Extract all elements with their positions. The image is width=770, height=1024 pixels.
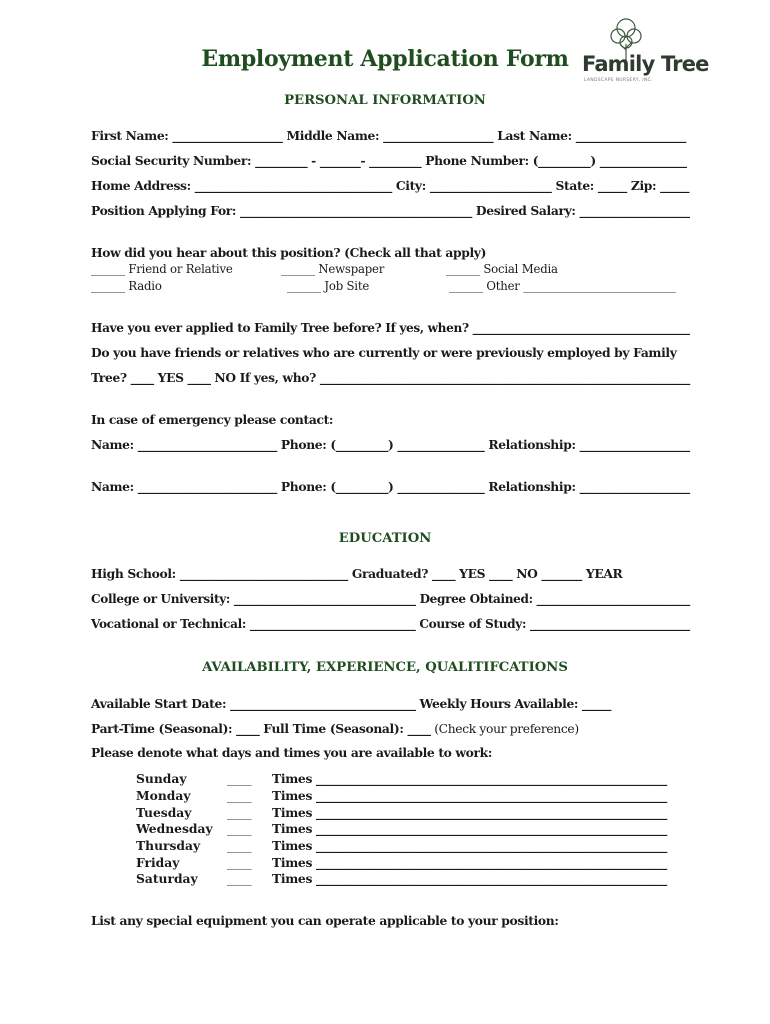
option-radio[interactable]: ______ Radio [91, 279, 162, 293]
section-heading-availability: AVAILABILITY, EXPERIENCE, QUALITIFCATIONS [202, 660, 568, 675]
name-fields[interactable]: First Name: ___________________ Middle Name: ___________________ Last Name: ___________________ [91, 128, 686, 143]
vocational-field[interactable]: Vocational or Technical: _____________________________ Course of Study: ____________________________ [91, 616, 690, 631]
day-check-friday[interactable]: ____ [227, 856, 252, 870]
section-heading-personal: PERSONAL INFORMATION [284, 93, 486, 108]
day-times-friday[interactable]: Times ____________________________________________________________ [272, 855, 667, 870]
address-fields[interactable]: Home Address: __________________________________ City: _____________________ State: _____ Zip: _____ [91, 178, 690, 193]
day-times-tuesday[interactable]: Times ____________________________________________________________ [272, 805, 667, 820]
college-field[interactable]: College or University: ________________________________ Degree Obtained: ___________________________ [91, 591, 690, 606]
emergency-contact-2[interactable]: Name: ________________________ Phone: (_________) _______________ Relationship: ___________________ [91, 479, 690, 494]
form-title: Employment Application Form [201, 46, 569, 72]
day-check-sunday[interactable]: ____ [227, 772, 252, 786]
option-job-site[interactable]: ______ Job Site [287, 279, 370, 293]
friends-question: Do you have friends or relatives who are currently or were previously employed by Family [91, 345, 677, 360]
day-check-saturday[interactable]: ____ [227, 872, 252, 886]
day-label-wednesday: Wednesday [136, 821, 213, 836]
option-other[interactable]: ______ Other ___________________________ [449, 279, 676, 293]
option-newspaper[interactable]: ______ Newspaper [281, 262, 385, 276]
day-times-thursday[interactable]: Times ____________________________________________________________ [272, 838, 667, 853]
high-school-field[interactable]: High School: _____________________________ Graduated? ____ YES ____ NO _______ YEAR [91, 566, 623, 581]
applied-before-field[interactable]: Have you ever applied to Family Tree before? If yes, when? ______________________________________ [91, 320, 690, 335]
day-label-saturday: Saturday [136, 871, 198, 886]
day-check-thursday[interactable]: ____ [227, 839, 252, 853]
emergency-contact-1[interactable]: Name: ________________________ Phone: (_________) _______________ Relationship: ___________________ [91, 437, 690, 452]
day-check-tuesday[interactable]: ____ [227, 806, 252, 820]
day-times-sunday[interactable]: Times ____________________________________________________________ [272, 771, 667, 786]
day-label-monday: Monday [136, 788, 191, 803]
equipment-prompt: List any special equipment you can operate applicable to your position: [91, 913, 559, 928]
day-times-wednesday[interactable]: Times ____________________________________________________________ [272, 821, 667, 836]
day-label-tuesday: Tuesday [136, 805, 192, 820]
preference-note: (Check your preference) [430, 722, 579, 736]
logo-text: Family Tree [582, 52, 709, 76]
ssn-phone-fields[interactable]: Social Security Number: _________ - _______- _________ Phone Number: (_________) _______________ [91, 153, 687, 168]
days-prompt: Please denote what days and times you are available to work: [91, 745, 493, 760]
friends-answer-field[interactable]: Tree? ____ YES ____ NO If yes, who? ________________________________________________________________ [91, 370, 690, 385]
family-tree-logo [578, 14, 709, 84]
day-label-sunday: Sunday [136, 771, 187, 786]
position-salary-fields[interactable]: Position Applying For: ________________________________________ Desired Salary: ___________________ [91, 203, 690, 218]
day-times-monday[interactable]: Times ____________________________________________________________ [272, 788, 667, 803]
day-times-saturday[interactable]: Times ____________________________________________________________ [272, 871, 667, 886]
option-friend-relative[interactable]: ______ Friend or Relative [91, 262, 233, 276]
logo-subtext: LANDSCAPE NURSERY, INC. [584, 78, 653, 83]
employment-type-field[interactable] [91, 721, 681, 737]
day-check-wednesday[interactable]: ____ [227, 822, 252, 836]
employment-type-options[interactable]: Part-Time (Seasonal): ____ Full Time (Seasonal): ____ [91, 721, 431, 736]
start-date-hours-field[interactable]: Available Start Date: ________________________________ Weekly Hours Available: _____ [91, 696, 612, 711]
hear-about-question: How did you hear about this position? (Check all that apply) [91, 245, 487, 260]
option-social-media[interactable]: ______ Social Media [446, 262, 558, 276]
section-heading-education: EDUCATION [338, 531, 432, 546]
day-check-monday[interactable]: ____ [227, 789, 252, 803]
emergency-heading: In case of emergency please contact: [91, 412, 334, 427]
day-label-friday: Friday [136, 855, 180, 870]
day-label-thursday: Thursday [136, 838, 201, 853]
